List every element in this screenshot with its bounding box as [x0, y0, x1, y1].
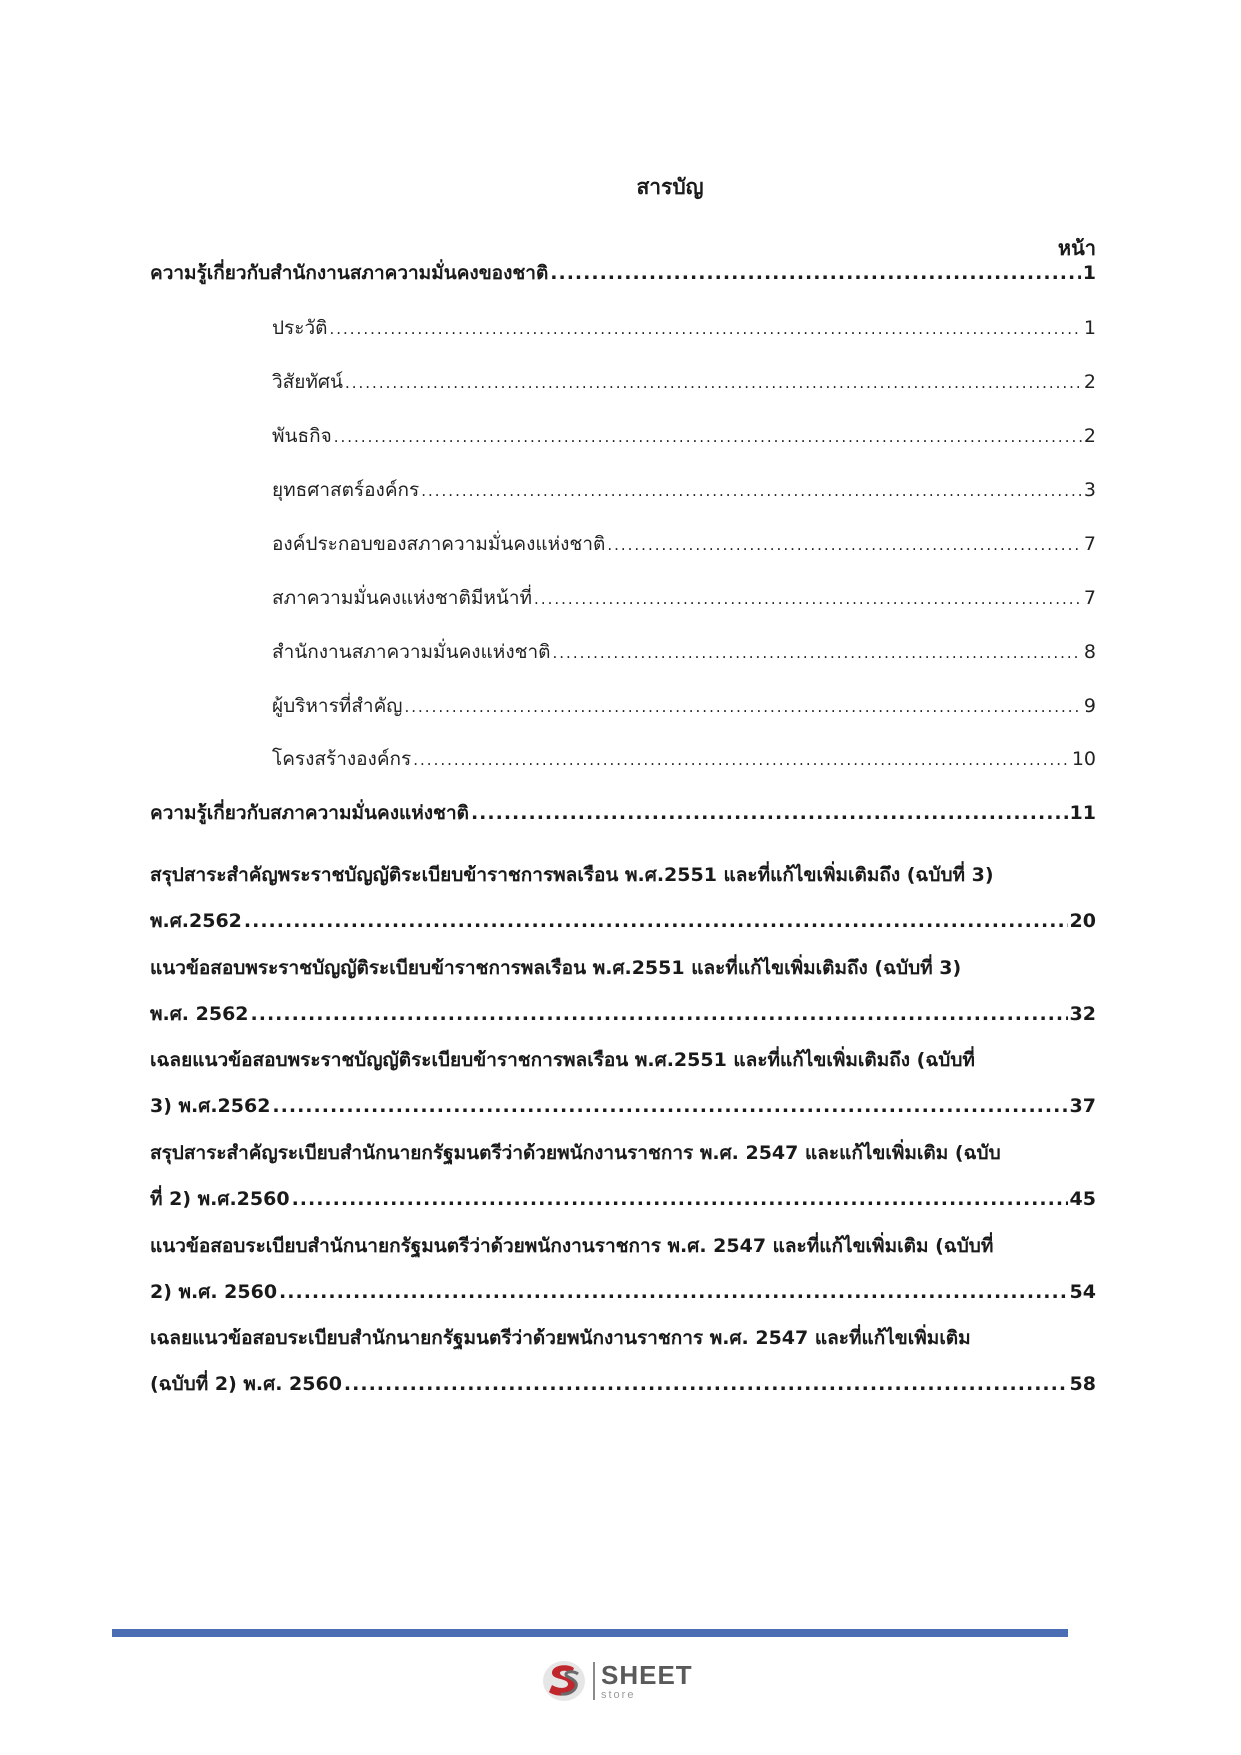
toc-leader-dots — [553, 638, 1082, 668]
toc-page-number: 1 — [1082, 262, 1096, 284]
toc-entry-title: พ.ศ.2562 — [150, 910, 242, 932]
toc-entry-line — [272, 313, 1096, 344]
toc-entry-line — [150, 1083, 1096, 1129]
toc-entry-chapter — [150, 798, 1096, 828]
toc-leader-dots — [251, 991, 1068, 1037]
toc-entry-title: ผู้บริหารที่สำคัญ — [272, 695, 403, 717]
toc-entry-line — [272, 421, 1096, 452]
toc-entry-line — [150, 258, 1096, 288]
footer-rule — [112, 1629, 1068, 1637]
toc-page-number: 7 — [1083, 587, 1096, 609]
toc-entry-title: 2) พ.ศ. 2560 — [150, 1281, 278, 1303]
toc-entry-section — [272, 529, 1096, 560]
toc-leader-dots — [550, 258, 1080, 288]
toc-entry-title-line: เฉลยแนวข้อสอบระเบียบสำนักนายกรัฐมนตรีว่าด้วยพนักงานราชการ พ.ศ. 2547 และที่แก้ไขเพิ่มเติม — [150, 1327, 971, 1349]
toc-entry-title: สำนักงานสภาความมั่นคงแห่งชาติ — [272, 641, 551, 663]
toc-entry-line — [150, 798, 1096, 828]
toc-page-number: 3 — [1083, 479, 1096, 501]
toc-entry-title: พ.ศ. 2562 — [150, 1003, 249, 1025]
toc-page-number: 10 — [1071, 748, 1096, 770]
toc-entry-section — [272, 637, 1096, 668]
toc-entry-line — [150, 1361, 1096, 1407]
toc-entry-section — [272, 691, 1096, 722]
toc-leader-dots — [421, 476, 1082, 506]
toc-leader-dots — [607, 530, 1082, 560]
toc-entry-chapter — [150, 1223, 1096, 1315]
toc-leader-dots — [413, 745, 1070, 775]
toc-entry-line — [150, 1269, 1096, 1315]
toc-leader-dots — [244, 898, 1068, 944]
toc-page-number: 11 — [1069, 802, 1096, 824]
toc-entry-title-line: สรุปสาระสำคัญระเบียบสำนักนายกรัฐมนตรีว่าด้วยพนักงานราชการ พ.ศ. 2547 และแก้ไขเพิ่มเติม (ฉบับ — [150, 1142, 1001, 1164]
toc-page-number: 37 — [1069, 1095, 1096, 1117]
toc-entry-title: ความรู้เกี่ยวกับสำนักงานสภาความมั่นคงของชาติ — [150, 262, 549, 284]
toc-entry-line — [272, 367, 1096, 398]
toc-page-number: 1 — [1083, 317, 1096, 339]
toc-page-number: 7 — [1083, 533, 1096, 555]
logo-text — [601, 1659, 693, 1701]
toc-entry-title: (ฉบับที่ 2) พ.ศ. 2560 — [150, 1373, 342, 1395]
toc-entry-line — [272, 583, 1096, 614]
toc-leader-dots — [334, 422, 1082, 452]
toc-page-number: 2 — [1083, 425, 1096, 447]
toc-leader-dots — [534, 584, 1082, 614]
toc-entry-section — [272, 583, 1096, 614]
toc-entry-title: ที่ 2) พ.ศ.2560 — [150, 1188, 290, 1210]
toc-entry-line — [150, 898, 1096, 944]
toc-entry-section — [272, 744, 1096, 775]
toc-entry-chapter — [150, 1037, 1096, 1129]
toc-entry-section — [272, 367, 1096, 398]
toc-entry-title: วิสัยทัศน์ — [272, 371, 343, 393]
logo-subtext: store — [601, 1688, 636, 1701]
toc-entry-line — [272, 691, 1096, 722]
toc-entry-title: ยุทธศาสตร์องค์กร — [272, 479, 420, 501]
toc-leader-dots — [272, 1083, 1067, 1129]
toc-entry-section — [272, 313, 1096, 344]
toc-leader-dots — [279, 1269, 1068, 1315]
toc-entry-title: องค์ประกอบของสภาความมั่นคงแห่งชาติ — [272, 533, 606, 555]
page-number-column-header: หน้า — [1057, 236, 1096, 260]
sheet-store-logo-icon — [541, 1658, 587, 1704]
toc-page-number: 45 — [1069, 1188, 1096, 1210]
toc-leader-dots — [344, 1361, 1068, 1407]
toc-entry-title-line: เฉลยแนวข้อสอบพระราชบัญญัติระเบียบข้าราชการพลเรือน พ.ศ.2551 และที่แก้ไขเพิ่มเติมถึง (ฉบับที่ — [150, 1049, 975, 1071]
footer-logo — [541, 1655, 693, 1707]
toc-page-number: 54 — [1069, 1281, 1096, 1303]
toc-entry-line — [272, 744, 1096, 775]
toc-page-number: 20 — [1069, 910, 1096, 932]
toc-page-number: 8 — [1083, 641, 1096, 663]
toc-leader-dots — [292, 1176, 1068, 1222]
page-title: สารบัญ — [636, 175, 704, 199]
toc-leader-dots — [329, 314, 1081, 344]
toc-entry-title-line: สรุปสาระสำคัญพระราชบัญญัติระเบียบข้าราชการพลเรือน พ.ศ.2551 และที่แก้ไขเพิ่มเติมถึง (ฉบับที่ 3) — [150, 864, 994, 886]
toc-entry-line — [272, 637, 1096, 668]
toc-entry-title: ประวัติ — [272, 317, 328, 339]
toc-entry-chapter — [150, 1130, 1096, 1222]
toc-entry-title: โครงสร้างองค์กร — [272, 748, 412, 770]
toc-leader-dots — [471, 798, 1068, 828]
toc-entry-line — [150, 991, 1096, 1037]
toc-entry-title-line: แนวข้อสอบพระราชบัญญัติระเบียบข้าราชการพลเรือน พ.ศ.2551 และที่แก้ไขเพิ่มเติมถึง (ฉบับที่ 3) — [150, 957, 962, 979]
toc-leader-dots — [405, 692, 1082, 722]
toc-entry-line — [150, 1176, 1096, 1222]
toc-entry-line — [272, 475, 1096, 506]
toc-entry-chapter — [150, 945, 1096, 1037]
toc-page-number: 58 — [1069, 1373, 1096, 1395]
toc-entry-title: 3) พ.ศ.2562 — [150, 1095, 271, 1117]
toc-entry-title: ความรู้เกี่ยวกับสภาความมั่นคงแห่งชาติ — [150, 802, 469, 824]
toc-entry-section — [272, 475, 1096, 506]
toc-page-number: 32 — [1069, 1003, 1096, 1025]
toc-entry-section — [272, 421, 1096, 452]
toc-entry-title: สภาความมั่นคงแห่งชาติมีหน้าที่ — [272, 587, 533, 609]
logo-divider — [593, 1662, 595, 1700]
toc-entry-line — [272, 529, 1096, 560]
toc-entry-title-line: แนวข้อสอบระเบียบสำนักนายกรัฐมนตรีว่าด้วยพนักงานราชการ พ.ศ. 2547 และที่แก้ไขเพิ่มเติม (ฉบับที่ — [150, 1235, 994, 1257]
toc-entry-chapter — [150, 258, 1096, 288]
toc-entry-chapter — [150, 1315, 1096, 1407]
toc-page-number: 9 — [1083, 695, 1096, 717]
toc-page-number: 2 — [1083, 371, 1096, 393]
logo-word: SHEET — [601, 1659, 693, 1690]
toc-leader-dots — [345, 368, 1082, 398]
toc-entry-title: พันธกิจ — [272, 425, 332, 447]
toc-entry-chapter — [150, 852, 1096, 944]
